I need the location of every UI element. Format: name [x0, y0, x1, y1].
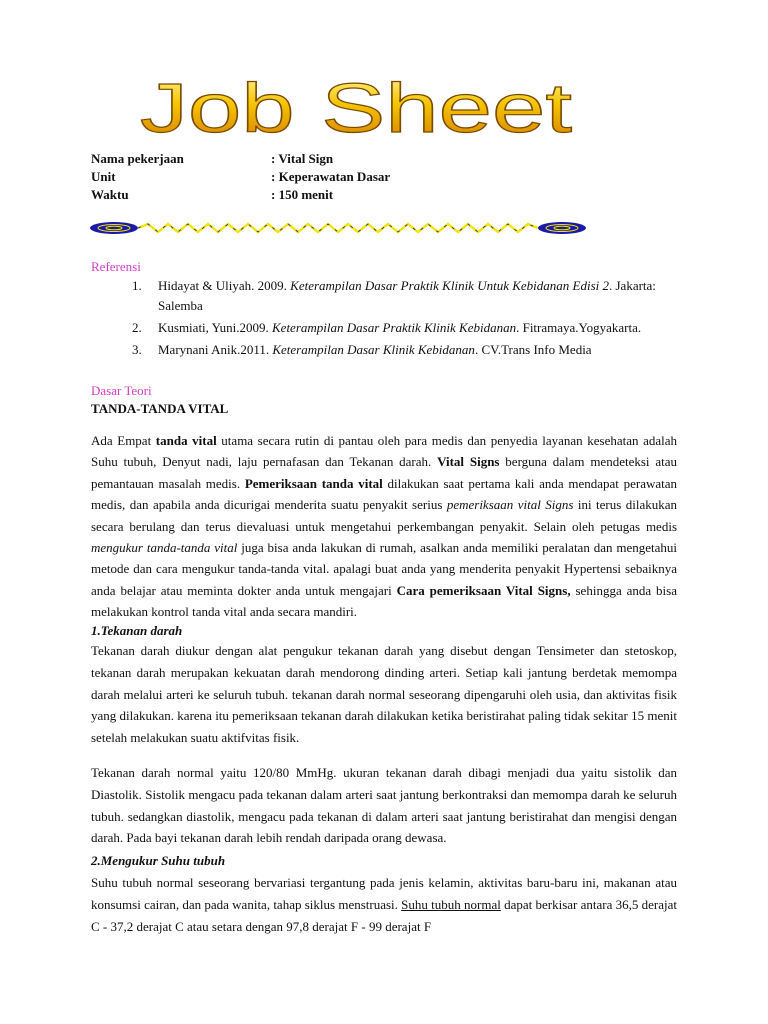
job-meta — [91, 150, 390, 204]
text-run: Ada Empat — [91, 433, 156, 448]
paragraph-tekanan-2: Tekanan darah normal yaitu 120/80 MmHg. ukuran tekanan darah dibagi menjadi dua yaitu sistolik dan Diastolik. Sistolik mengacu pada tekanan dalam arteri saat jantung berkontraksi dan memompa darah ke seluruh tubuh. sedangkan diastolik, mengacu pada tekanan di dalam arteri saat jantung beristirahat dan mengisi dengan darah. Pada bayi tekanan darah lebih rendah daripada orang dewasa. — [91, 765, 677, 846]
reference-publisher: . Fitramaya.Yogyakarta. — [516, 320, 642, 335]
meta-key: Waktu — [91, 187, 129, 202]
title-text: Job Sheet — [140, 74, 572, 144]
meta-value: : Vital Sign — [271, 151, 334, 166]
title-wordart — [136, 74, 576, 144]
bold-run: Vital Signs — [437, 454, 500, 470]
text-run: sehingga anda bisa melakukan kontrol tanda vital anda secara mandiri. — [91, 582, 677, 620]
reference-item — [132, 340, 680, 360]
reference-publisher: . CV.Trans Info Media — [474, 342, 592, 357]
italic-run: mengukur tanda-tanda vital — [91, 540, 238, 556]
reference-list — [132, 276, 680, 362]
reference-publisher: . Jakarta: Salemba — [158, 278, 656, 313]
bold-run: Pemeriksaan tanda vital — [244, 475, 383, 491]
meta-row — [91, 150, 390, 168]
bold-run: tanda vital — [155, 433, 217, 448]
meta-row — [91, 168, 390, 186]
dasar-teori-label: Dasar Teori — [91, 383, 152, 398]
reference-number: 2. — [132, 320, 142, 335]
referensi-label: Referensi — [91, 259, 141, 274]
text-run: dapat berkisar antara 36,5 derajat C - 37,2 derajat C atau setara dengan 97,8 derajat F - 99 derajat F — [91, 896, 677, 934]
reference-item — [132, 276, 680, 316]
paragraph-tekanan-1: Tekanan darah diukur dengan alat pengukur tekanan darah yang disebut dengan Tensimeter dan stetoskop, tekanan darah merupakan kekuatan darah mendorong dinding arteri. Setiap kali jantung berdetak memompa darah melalui arteri ke seluruh tubuh. tekanan darah normal seseorang dipengaruhi oleh usia, dan aktivitas fisik yang dilakukan. karena itu pemeriksaan tekanan darah dilakukan ketika beristirahat paling tidak sekitar 15 menit setelah melakukan suatu aktifvitas fisik. — [91, 643, 677, 746]
divider-graphic — [88, 220, 588, 236]
subheading-tekanan-darah: 1.Tekanan darah — [91, 623, 183, 638]
meta-value: : 150 menit — [271, 187, 334, 202]
text-run: ini terus dilakukan secara berulang dan terus dievaluasi untuk mengetahui perkembangan penyakit. Selain oleh petugas medis — [91, 497, 677, 534]
reference-number: 3. — [132, 342, 142, 357]
text-run: berguna dalam mendeteksi atau pemantauan masalah medis. — [91, 454, 677, 491]
underline-run: Suhu tubuh normal — [401, 896, 501, 912]
reference-number: 1. — [132, 278, 142, 293]
subheading-suhu-tubuh: 2.Mengukur Suhu tubuh — [91, 853, 226, 868]
reference-author: Marynani Anik.2011. — [158, 342, 273, 357]
decorative-divider — [88, 220, 588, 236]
reference-author: Kusmiati, Yuni.2009. — [158, 320, 272, 335]
reference-item — [132, 318, 680, 338]
text-run: dilakukan saat pertama kali anda mendapat perawatan medis, dan apabila anda dicurigai menderita suatu penyakit serius — [91, 475, 677, 513]
text-run: utama secara rutin di pantau oleh para medis dan penyedia layanan kesehatan adalah Suhu tubuh, Denyut nadi, laju pernafasan dan Tekanan darah. — [91, 433, 678, 470]
reference-title: Keterampilan Dasar Klinik Kebidanan — [272, 342, 475, 357]
meta-row — [91, 186, 390, 204]
reference-title: Keterampilan Dasar Praktik Klinik Kebidanan — [272, 320, 517, 335]
text-run: juga bisa anda lakukan di rumah, asalkan anda memiliki peralatan dan mengetahui metode dan cara mengukur tanda-tanda vital. apalagi buat anda yang menderita penyakit Hypertensi sebaiknya anda belajar atau meminta dokter anda untuk mengajari — [91, 540, 677, 598]
paragraph-suhu — [91, 872, 677, 937]
meta-value: : Keperawatan Dasar — [271, 169, 391, 184]
meta-key: Nama pekerjaan — [91, 151, 184, 166]
section-heading: TANDA-TANDA VITAL — [91, 401, 229, 416]
paragraph-tanda-vital — [91, 430, 677, 623]
meta-key: Unit — [91, 169, 116, 184]
italic-run: pemeriksaan vital Signs — [446, 497, 574, 513]
bold-run: Cara pemeriksaan Vital Signs, — [396, 582, 571, 598]
job-sheet-title — [136, 74, 576, 144]
text-run: Suhu tubuh normal seseorang bervariasi tergantung pada jenis kelamin, aktivitas baru-baru ini, makanan atau konsumsi cairan, dan pada wanita, tahap siklus menstruasi. — [91, 875, 677, 912]
reference-author: Hidayat & Uliyah. 2009. — [158, 278, 291, 293]
reference-title: Keterampilan Dasar Praktik Klinik Untuk Kebidanan Edisi 2 — [290, 278, 609, 293]
